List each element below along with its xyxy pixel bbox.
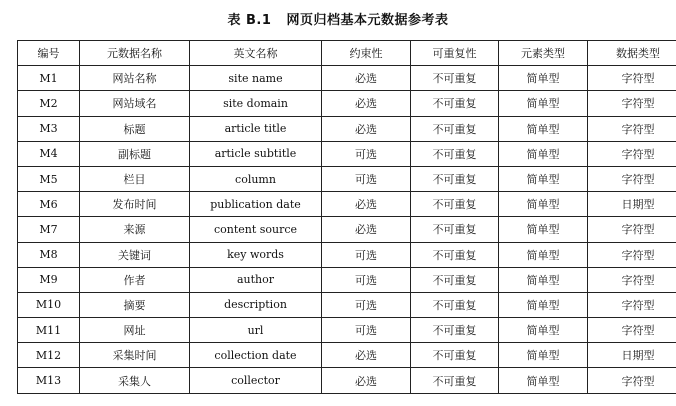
cell-repeatability: 不可重复 — [411, 292, 499, 317]
cell-repeatability: 不可重复 — [411, 116, 499, 141]
table-row — [18, 343, 676, 368]
cell-data-type: 字符型 — [588, 267, 676, 292]
cell-id: M4 — [18, 141, 80, 166]
cell-constraint: 必选 — [322, 217, 411, 242]
cell-id: M1 — [18, 66, 80, 91]
cell-element-name: 标题 — [80, 116, 190, 141]
cell-element-name: 摘要 — [80, 292, 190, 317]
table-row — [18, 91, 676, 116]
cell-repeatability: 不可重复 — [411, 192, 499, 217]
cell-data-type: 字符型 — [588, 141, 676, 166]
cell-english-name: key words — [190, 242, 322, 267]
cell-id: M3 — [18, 116, 80, 141]
cell-data-type: 字符型 — [588, 166, 676, 191]
table-row — [18, 217, 676, 242]
header-id: 编号 — [18, 41, 80, 66]
header-repeatability: 可重复性 — [411, 41, 499, 66]
cell-english-name: publication date — [190, 192, 322, 217]
cell-id: M11 — [18, 318, 80, 343]
cell-data-type: 字符型 — [588, 217, 676, 242]
cell-constraint: 必选 — [322, 66, 411, 91]
cell-data-type: 字符型 — [588, 292, 676, 317]
cell-data-type: 日期型 — [588, 192, 676, 217]
cell-data-type: 字符型 — [588, 66, 676, 91]
cell-element-name: 采集时间 — [80, 343, 190, 368]
cell-repeatability: 不可重复 — [411, 343, 499, 368]
cell-constraint: 可选 — [322, 318, 411, 343]
cell-constraint: 可选 — [322, 141, 411, 166]
cell-element-name: 采集人 — [80, 368, 190, 393]
table-header — [18, 41, 676, 66]
cell-data-type: 字符型 — [588, 91, 676, 116]
header-row — [18, 41, 676, 66]
cell-data-type: 字符型 — [588, 318, 676, 343]
header-element-type: 元素类型 — [499, 41, 588, 66]
cell-english-name: site name — [190, 66, 322, 91]
cell-element-type: 简单型 — [499, 166, 588, 191]
cell-english-name: column — [190, 166, 322, 191]
cell-english-name: site domain — [190, 91, 322, 116]
cell-element-type: 简单型 — [499, 217, 588, 242]
cell-element-name: 发布时间 — [80, 192, 190, 217]
cell-element-name: 栏目 — [80, 166, 190, 191]
cell-repeatability: 不可重复 — [411, 242, 499, 267]
cell-constraint: 必选 — [322, 91, 411, 116]
table-row — [18, 292, 676, 317]
table-row — [18, 368, 676, 393]
cell-constraint: 必选 — [322, 116, 411, 141]
cell-id: M5 — [18, 166, 80, 191]
cell-data-type: 字符型 — [588, 368, 676, 393]
cell-element-type: 简单型 — [499, 343, 588, 368]
cell-id: M12 — [18, 343, 80, 368]
cell-id: M10 — [18, 292, 80, 317]
table-caption: 表 B.1 网页归档基本元数据参考表 — [227, 13, 449, 28]
cell-element-name: 作者 — [80, 267, 190, 292]
cell-english-name: content source — [190, 217, 322, 242]
cell-element-type: 简单型 — [499, 91, 588, 116]
metadata-table — [17, 40, 676, 394]
cell-element-type: 简单型 — [499, 141, 588, 166]
cell-element-name: 网站名称 — [80, 66, 190, 91]
cell-constraint: 可选 — [322, 166, 411, 191]
cell-constraint: 可选 — [322, 242, 411, 267]
cell-element-type: 简单型 — [499, 66, 588, 91]
cell-element-name: 关键词 — [80, 242, 190, 267]
header-element-name: 元数据名称 — [80, 41, 190, 66]
cell-repeatability: 不可重复 — [411, 166, 499, 191]
cell-data-type: 字符型 — [588, 116, 676, 141]
cell-element-type: 简单型 — [499, 318, 588, 343]
cell-element-name: 来源 — [80, 217, 190, 242]
cell-constraint: 可选 — [322, 292, 411, 317]
cell-id: M2 — [18, 91, 80, 116]
cell-repeatability: 不可重复 — [411, 217, 499, 242]
cell-element-name: 网站域名 — [80, 91, 190, 116]
cell-id: M13 — [18, 368, 80, 393]
table-row — [18, 66, 676, 91]
cell-element-type: 简单型 — [499, 242, 588, 267]
cell-repeatability: 不可重复 — [411, 91, 499, 116]
table-row — [18, 267, 676, 292]
header-constraint: 约束性 — [322, 41, 411, 66]
cell-english-name: collector — [190, 368, 322, 393]
cell-constraint: 必选 — [322, 343, 411, 368]
cell-constraint: 必选 — [322, 368, 411, 393]
cell-repeatability: 不可重复 — [411, 141, 499, 166]
cell-id: M9 — [18, 267, 80, 292]
cell-english-name: url — [190, 318, 322, 343]
table-row — [18, 242, 676, 267]
table-row — [18, 116, 676, 141]
cell-repeatability: 不可重复 — [411, 368, 499, 393]
cell-data-type: 日期型 — [588, 343, 676, 368]
cell-constraint: 可选 — [322, 267, 411, 292]
cell-constraint: 必选 — [322, 192, 411, 217]
cell-id: M8 — [18, 242, 80, 267]
cell-repeatability: 不可重复 — [411, 66, 499, 91]
table-row — [18, 318, 676, 343]
cell-english-name: author — [190, 267, 322, 292]
cell-data-type: 字符型 — [588, 242, 676, 267]
cell-repeatability: 不可重复 — [411, 318, 499, 343]
cell-english-name: description — [190, 292, 322, 317]
table-row — [18, 141, 676, 166]
cell-element-type: 简单型 — [499, 368, 588, 393]
cell-element-type: 简单型 — [499, 116, 588, 141]
cell-id: M6 — [18, 192, 80, 217]
cell-element-type: 简单型 — [499, 267, 588, 292]
cell-element-type: 简单型 — [499, 292, 588, 317]
cell-repeatability: 不可重复 — [411, 267, 499, 292]
table-row — [18, 166, 676, 191]
cell-element-name: 副标题 — [80, 141, 190, 166]
cell-id: M7 — [18, 217, 80, 242]
table-row — [18, 192, 676, 217]
cell-english-name: article subtitle — [190, 141, 322, 166]
header-english-name: 英文名称 — [190, 41, 322, 66]
table-body — [18, 66, 676, 393]
cell-element-name: 网址 — [80, 318, 190, 343]
cell-english-name: collection date — [190, 343, 322, 368]
cell-element-type: 简单型 — [499, 192, 588, 217]
header-data-type: 数据类型 — [588, 41, 676, 66]
cell-english-name: article title — [190, 116, 322, 141]
